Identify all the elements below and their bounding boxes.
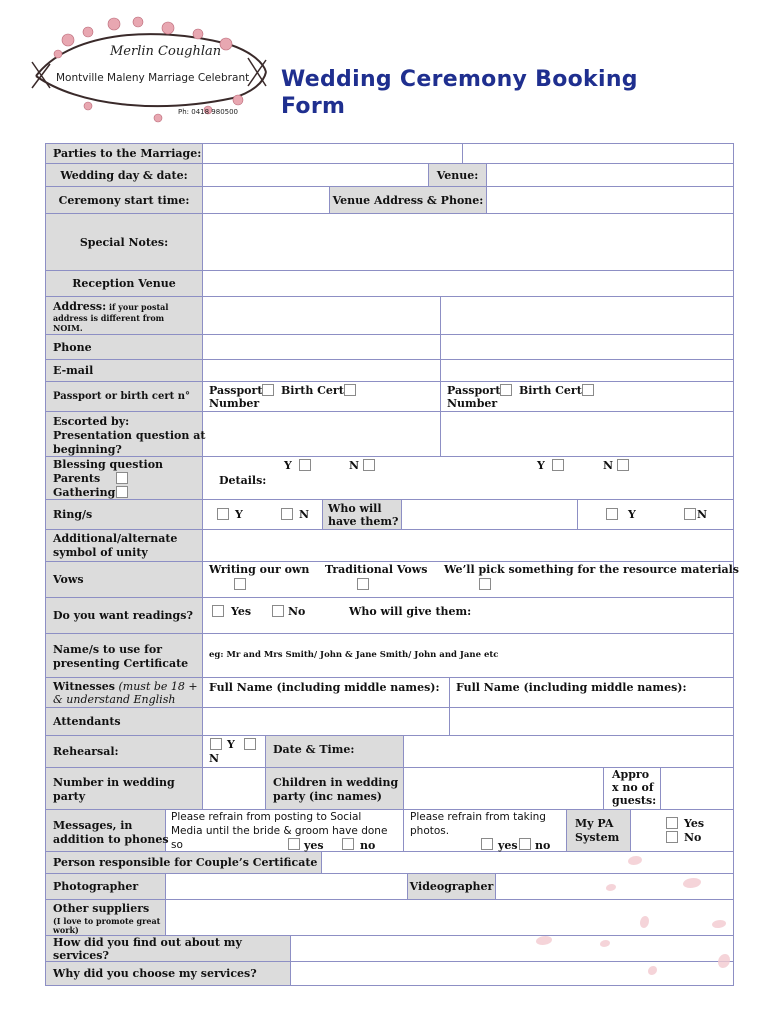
who-will-y-checkbox[interactable] [606, 508, 618, 520]
person-cert-label: Person responsible for Couple’s Certificate [46, 852, 322, 873]
parties-label: Parties to the Marriage: [46, 144, 203, 163]
number-party-label-cell [46, 768, 203, 809]
who-will-n-label: N [697, 508, 708, 521]
who-will-label-cell [323, 500, 402, 529]
refrain-social-yes-label: yes [304, 839, 324, 852]
vows-label: Vows [46, 562, 203, 597]
witness-2-field[interactable] [450, 678, 733, 707]
witness-1-field[interactable] [203, 678, 450, 707]
attendants-2-field[interactable] [450, 708, 733, 735]
messages-label-cell [46, 810, 169, 851]
unity-label-2: symbol of unity [53, 546, 148, 559]
row-phone [46, 335, 733, 360]
phone-1-field[interactable] [203, 335, 441, 359]
row-messages [46, 810, 733, 852]
person-cert-field[interactable] [322, 852, 733, 873]
refrain-social-1: Please refrain from posting to Social [171, 811, 362, 823]
blessing-1-y-label: Y [284, 459, 292, 472]
page-title [281, 66, 638, 120]
attendants-1-field[interactable] [203, 708, 450, 735]
unity-label-1: Additional/alternate [53, 532, 178, 545]
escorted-2-field[interactable] [441, 412, 733, 456]
row-rings [46, 500, 733, 530]
messages-label-2: addition to phones [53, 833, 169, 846]
vows-pick-label: We’ll pick something for the resource materials [444, 563, 739, 576]
approx-guests-field[interactable] [661, 768, 733, 809]
readings-yes-checkbox[interactable] [212, 605, 224, 617]
wedding-day-label: Wedding day & date: [46, 164, 203, 186]
rehearsal-y-checkbox[interactable] [210, 738, 222, 750]
refrain-social-cell [166, 810, 404, 851]
passport-2-label-number: Number [447, 397, 498, 410]
refrain-photos-yes-checkbox[interactable] [481, 838, 493, 850]
row-wedding-day [46, 164, 733, 187]
pa-answer-cell [631, 810, 733, 851]
rehearsal-date-field[interactable] [404, 736, 733, 767]
phone-label: Phone [46, 335, 203, 359]
unity-field[interactable] [203, 530, 733, 561]
row-special-notes [46, 214, 733, 271]
other-suppliers-label: Other suppliers [53, 902, 150, 915]
passport-1-cell [203, 382, 441, 411]
escorted-label-cell [46, 412, 206, 456]
escorted-label-2: Presentation question at [53, 429, 206, 442]
pa-no-label: No [684, 831, 702, 844]
refrain-photos-no-label: no [535, 839, 551, 852]
blessing-1-n-label: N [349, 459, 360, 472]
refrain-photos-yes-label: yes [498, 839, 518, 852]
rehearsal-answer-cell [203, 736, 266, 767]
address-label-cell [46, 297, 203, 334]
blessing-label-2: Parents [53, 472, 101, 485]
page-title-line-2: Form [281, 94, 346, 119]
vows-options-cell [203, 562, 739, 597]
ceremony-start-field[interactable] [203, 187, 330, 213]
who-give-label: Who will give them: [349, 605, 472, 618]
passport-2-checkbox[interactable] [500, 384, 512, 396]
blessing-parents-checkbox[interactable] [116, 472, 128, 484]
row-why-choose [46, 962, 733, 985]
messages-label-1: Messages, in [53, 819, 133, 832]
children-label-2: party (inc names) [273, 790, 382, 803]
who-will-y-label: Y [628, 508, 636, 521]
party-1-field[interactable] [203, 144, 463, 163]
names-cert-field[interactable] [203, 634, 733, 677]
celebrant-logo [28, 14, 268, 132]
number-party-label-1: Number in wedding [53, 776, 175, 789]
row-unity [46, 530, 733, 562]
who-will-label-1: Who will [328, 502, 382, 515]
blessing-2-n-checkbox[interactable] [617, 459, 629, 471]
passport-1-label: Passport [209, 384, 263, 397]
reception-label: Reception Venue [46, 271, 203, 296]
rings-y-label: Y [235, 508, 243, 521]
who-will-field[interactable] [402, 500, 578, 529]
blessing-answer-cell [203, 457, 733, 499]
birth-cert-1-checkbox[interactable] [344, 384, 356, 396]
pa-yes-label: Yes [684, 817, 705, 830]
party-2-field[interactable] [463, 144, 733, 163]
refrain-social-yes-checkbox[interactable] [288, 838, 300, 850]
blessing-label-3: Gathering [53, 486, 116, 499]
vows-pick-checkbox[interactable] [479, 578, 491, 590]
email-1-field[interactable] [203, 360, 441, 381]
special-notes-field[interactable] [203, 214, 733, 270]
row-escorted [46, 412, 733, 457]
attendants-label: Attendants [46, 708, 203, 735]
photographer-label: Photographer [46, 874, 166, 899]
readings-no-checkbox[interactable] [272, 605, 284, 617]
address-note-3: NOIM. [53, 323, 83, 333]
rings-answer-cell [203, 500, 323, 529]
row-photographer [46, 874, 733, 900]
pa-label-2: System [575, 831, 620, 844]
refrain-social-3: so [171, 839, 183, 851]
passport-1-checkbox[interactable] [262, 384, 274, 396]
address-2-field[interactable] [441, 297, 733, 334]
refrain-photos-no-checkbox[interactable] [519, 838, 531, 850]
approx-label-1: Appro [612, 768, 650, 781]
address-note-1: if your postal [106, 302, 169, 312]
rings-n-label: N [299, 508, 310, 521]
reception-field[interactable] [203, 271, 733, 296]
pa-no-checkbox[interactable] [666, 831, 678, 843]
row-find-out [46, 936, 733, 962]
rehearsal-label: Rehearsal: [46, 736, 203, 767]
children-field[interactable] [404, 768, 604, 809]
pa-label-1: My PA [575, 817, 614, 830]
row-blessing [46, 457, 733, 500]
refrain-social-2: Media until the bride & groom have done [171, 825, 388, 837]
why-choose-field[interactable] [291, 962, 733, 985]
find-out-field[interactable] [291, 936, 733, 961]
rehearsal-n-label: N [209, 752, 220, 765]
blessing-2-y-label: Y [537, 459, 545, 472]
row-vows [46, 562, 739, 598]
blessing-gathering-checkbox[interactable] [116, 486, 128, 498]
blessing-2-n-label: N [603, 459, 614, 472]
row-reception [46, 271, 733, 297]
special-notes-label: Special Notes: [46, 214, 203, 270]
other-suppliers-label-cell [46, 900, 166, 935]
blessing-label-cell [46, 457, 203, 499]
other-note-2: work) [53, 925, 79, 935]
approx-label-3: guests: [612, 794, 657, 807]
logo-name: Merlin Coughlan [110, 44, 222, 59]
row-passport [46, 382, 733, 412]
address-label: Address: [53, 300, 107, 313]
vows-traditional-label: Traditional Vows [325, 563, 428, 576]
approx-label-2: x no of [612, 781, 654, 794]
logo-phone: Ph: 0418 980500 [178, 108, 239, 116]
date-time-label: Date & Time: [273, 743, 355, 756]
birth-cert-2-checkbox[interactable] [582, 384, 594, 396]
row-names-certificate [46, 634, 733, 678]
row-email [46, 360, 733, 382]
find-out-label: How did you find out about my services? [46, 936, 291, 961]
children-label-cell [266, 768, 404, 809]
row-witnesses [46, 678, 733, 708]
address-1-field[interactable] [203, 297, 441, 334]
who-will-label-2: have them? [328, 515, 399, 528]
blessing-1-y-checkbox[interactable] [299, 459, 311, 471]
email-label: E-mail [46, 360, 203, 381]
birth-cert-2-label: Birth Cert [519, 384, 582, 397]
row-readings [46, 598, 733, 634]
unity-label-cell [46, 530, 203, 561]
refrain-social-no-checkbox[interactable] [342, 838, 354, 850]
ceremony-start-label: Ceremony start time: [46, 187, 203, 213]
row-other-suppliers [46, 900, 733, 936]
row-parties [46, 144, 733, 164]
wedding-day-field[interactable] [203, 164, 429, 186]
rings-n-checkbox[interactable] [281, 508, 293, 520]
names-cert-example: eg: Mr and Mrs Smith/ John & Jane Smith/ John and Jane etc [209, 650, 499, 660]
pa-yes-checkbox[interactable] [666, 817, 678, 829]
witnesses-note-2: & understand English [53, 693, 176, 706]
row-number-party [46, 768, 733, 810]
witnesses-label-cell [46, 678, 203, 707]
children-label-1: Children in wedding [273, 776, 399, 789]
pa-label-cell [567, 810, 631, 851]
passport-2-cell [441, 382, 733, 411]
names-cert-label-cell [46, 634, 203, 677]
venue-address-label: Venue Address & Phone: [330, 187, 487, 213]
who-will-answer-cell [578, 500, 733, 529]
row-attendants [46, 708, 733, 736]
who-will-n-checkbox[interactable] [684, 508, 696, 520]
other-note-1: (I love to promote great [53, 916, 161, 926]
rehearsal-n-checkbox[interactable] [244, 738, 256, 750]
address-note-2: address is different from [53, 313, 165, 323]
row-address [46, 297, 733, 335]
readings-no-label: No [288, 605, 306, 618]
number-party-field[interactable] [203, 768, 266, 809]
refrain-photos-cell [404, 810, 567, 851]
blessing-details-label: Details: [219, 474, 267, 487]
approx-guests-label-cell [604, 768, 661, 809]
venue-label: Venue: [429, 164, 487, 186]
logo-tagline: Montville Maleny Marriage Celebrant [56, 72, 250, 84]
readings-options-cell [203, 598, 733, 633]
rings-y-checkbox[interactable] [217, 508, 229, 520]
witnesses-note-1: (must be 18 + [115, 680, 198, 693]
email-2-field[interactable] [441, 360, 733, 381]
videographer-label: Videographer [408, 874, 496, 899]
birth-cert-1-label: Birth Cert [281, 384, 344, 397]
phone-2-field[interactable] [441, 335, 733, 359]
row-rehearsal [46, 736, 733, 768]
number-party-label-2: party [53, 790, 86, 803]
passport-1-label-number: Number [209, 397, 260, 410]
witness-2-label: Full Name (including middle names): [456, 681, 687, 694]
photographer-field[interactable] [166, 874, 408, 899]
vows-own-label: Writing our own [209, 563, 310, 576]
passport-2-label: Passport [447, 384, 501, 397]
refrain-photos-1: Please refrain from taking [410, 811, 546, 823]
rings-label: Ring/s [46, 500, 203, 529]
date-time-label-cell [266, 736, 404, 767]
witnesses-label: Witnesses [53, 680, 115, 693]
venue-field[interactable] [487, 164, 733, 186]
rehearsal-y-label: Y [227, 738, 235, 751]
readings-yes-label: Yes [231, 605, 252, 618]
passport-label: Passport or birth cert n° [46, 382, 203, 411]
escorted-1-field[interactable] [203, 412, 441, 456]
refrain-photos-2: photos. [410, 825, 450, 837]
row-ceremony-start [46, 187, 733, 214]
names-cert-label-2: presenting Certificate [53, 657, 189, 670]
vows-traditional-checkbox[interactable] [357, 578, 369, 590]
names-cert-label-1: Name/s to use for [53, 643, 162, 656]
why-choose-label: Why did you choose my services? [46, 962, 291, 985]
refrain-social-no-label: no [360, 839, 376, 852]
readings-label: Do you want readings? [46, 598, 203, 633]
escorted-label-1: Escorted by: [53, 415, 130, 428]
page-title-line-1: Wedding Ceremony Booking [281, 67, 638, 92]
blessing-2-y-checkbox[interactable] [552, 459, 564, 471]
vows-own-checkbox[interactable] [234, 578, 246, 590]
witness-1-label: Full Name (including middle names): [209, 681, 440, 694]
escorted-label-3: beginning? [53, 443, 122, 456]
blessing-1-n-checkbox[interactable] [363, 459, 375, 471]
blessing-label-1: Blessing question [53, 458, 164, 471]
venue-address-field[interactable] [487, 187, 733, 213]
